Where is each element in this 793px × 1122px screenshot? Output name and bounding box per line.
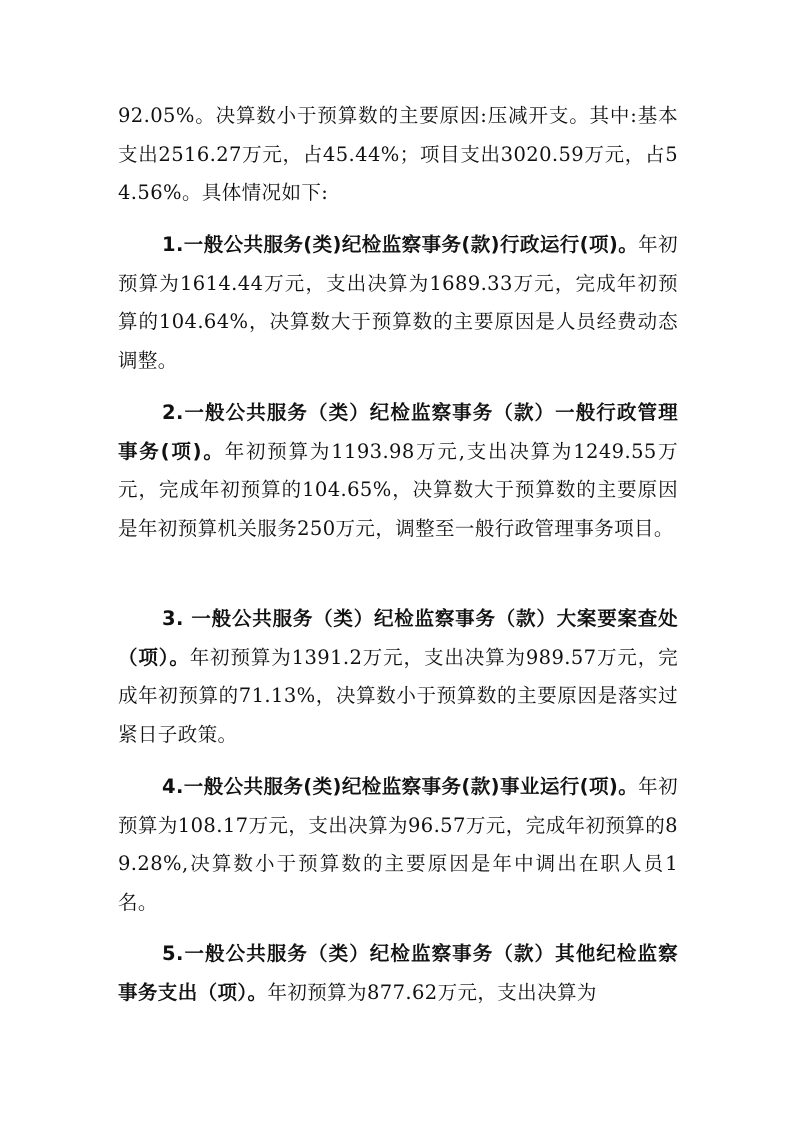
paragraph-item-1	[118, 226, 678, 381]
item-heading: 5.一般公共服务（类）纪检监察事务（款）其他纪检监察事务支出（项）。	[118, 942, 678, 1004]
paragraph-item-2	[118, 394, 678, 549]
paragraph-intro	[118, 97, 678, 213]
item-body: 年初预算为877.62万元，支出决算为	[267, 980, 597, 1004]
paragraph-item-4	[118, 768, 678, 923]
paragraph-item-5	[118, 935, 678, 1012]
item-body: 年初预算为1391.2万元，支出决算为989.57万元，完成年初预算的71.13%，决算数小于预算数的主要原因是落实过紧日子政策。	[118, 645, 678, 747]
item-heading: 4.一般公共服务(类)纪检监察事务(款)事业运行(项)。	[162, 775, 639, 798]
item-body: 年初预算为1614.44万元，支出决算为1689.33万元，完成年初预算的104.64%，决算数大于预算数的主要原因是人员经费动态调整。	[118, 233, 678, 373]
item-heading: 3. 一般公共服务（类）纪检监察事务（款）大案要案查处（项）。	[118, 607, 678, 669]
item-body: 年初预算为1193.98万元,支出决算为1249.55万元，完成年初预算的104.65%，决算数大于预算数的主要原因是年初预算机关服务250万元，调整至一般行政管理事务项目。	[118, 439, 678, 541]
paragraph-item-3	[118, 600, 678, 755]
item-heading: 2.一般公共服务（类）纪检监察事务（款）一般行政管理事务(项)。	[118, 401, 678, 463]
item-heading: 1.一般公共服务(类)纪检监察事务(款)行政运行(项)。	[162, 233, 639, 256]
paragraph-body: 92.05%。决算数小于预算数的主要原因:压减开支。其中:基本支出2516.27万元，占45.44%；项目支出3020.59万元，占54.56%。具体情况如下:	[118, 104, 678, 205]
item-body: 年初预算为108.17万元，支出决算为96.57万元，完成年初预算的89.28%,决算数小于预算数的主要原因是年中调出在职人员1名。	[118, 775, 678, 915]
